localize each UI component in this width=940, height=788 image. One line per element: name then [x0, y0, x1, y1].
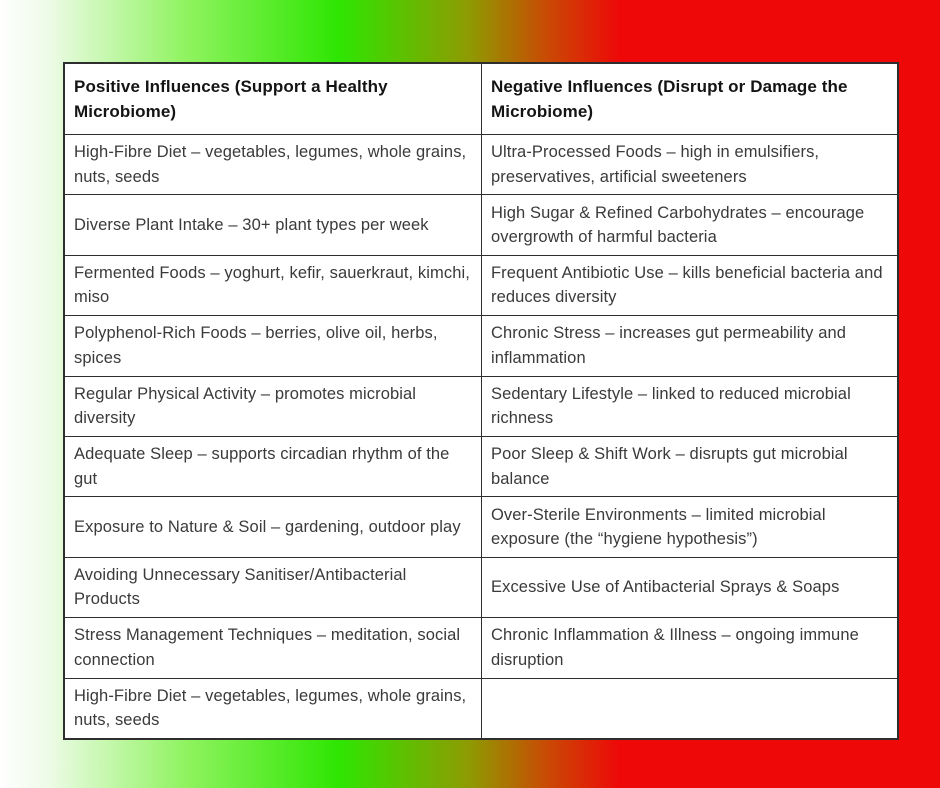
table-cell-positive: Diverse Plant Intake – 30+ plant types per week [65, 194, 481, 254]
table-cell-positive: Fermented Foods – yoghurt, kefir, sauerkraut, kimchi, miso [65, 255, 481, 315]
table-cell-positive: Adequate Sleep – supports circadian rhythm of the gut [65, 436, 481, 496]
table-cell-negative: Chronic Stress – increases gut permeability and inflammation [481, 315, 897, 375]
table-cell-negative: Over-Sterile Environments – limited microbial exposure (the “hygiene hypothesis”) [481, 496, 897, 556]
table-cell-positive: Polyphenol-Rich Foods – berries, olive oil, herbs, spices [65, 315, 481, 375]
column-header-negative: Negative Influences (Disrupt or Damage the Microbiome) [481, 64, 897, 134]
table-cell-positive: Stress Management Techniques – meditation, social connection [65, 617, 481, 677]
table-cell-negative: Excessive Use of Antibacterial Sprays & Soaps [481, 557, 897, 617]
table-cell-negative [481, 678, 897, 738]
table-cell-positive: Exposure to Nature & Soil – gardening, outdoor play [65, 496, 481, 556]
table-cell-negative: Frequent Antibiotic Use – kills beneficial bacteria and reduces diversity [481, 255, 897, 315]
table-cell-negative: High Sugar & Refined Carbohydrates – encourage overgrowth of harmful bacteria [481, 194, 897, 254]
table-cell-negative: Chronic Inflammation & Illness – ongoing immune disruption [481, 617, 897, 677]
table-cell-positive: High-Fibre Diet – vegetables, legumes, whole grains, nuts, seeds [65, 134, 481, 194]
table-cell-positive: Avoiding Unnecessary Sanitiser/Antibacterial Products [65, 557, 481, 617]
table-cell-negative: Ultra-Processed Foods – high in emulsifiers, preservatives, artificial sweeteners [481, 134, 897, 194]
microbiome-influences-table [63, 62, 899, 740]
table-cell-positive: Regular Physical Activity – promotes microbial diversity [65, 376, 481, 436]
table-cell-positive: High-Fibre Diet – vegetables, legumes, whole grains, nuts, seeds [65, 678, 481, 738]
table-cell-negative: Poor Sleep & Shift Work – disrupts gut microbial balance [481, 436, 897, 496]
column-header-positive: Positive Influences (Support a Healthy Microbiome) [65, 64, 481, 134]
table-cell-negative: Sedentary Lifestyle – linked to reduced microbial richness [481, 376, 897, 436]
